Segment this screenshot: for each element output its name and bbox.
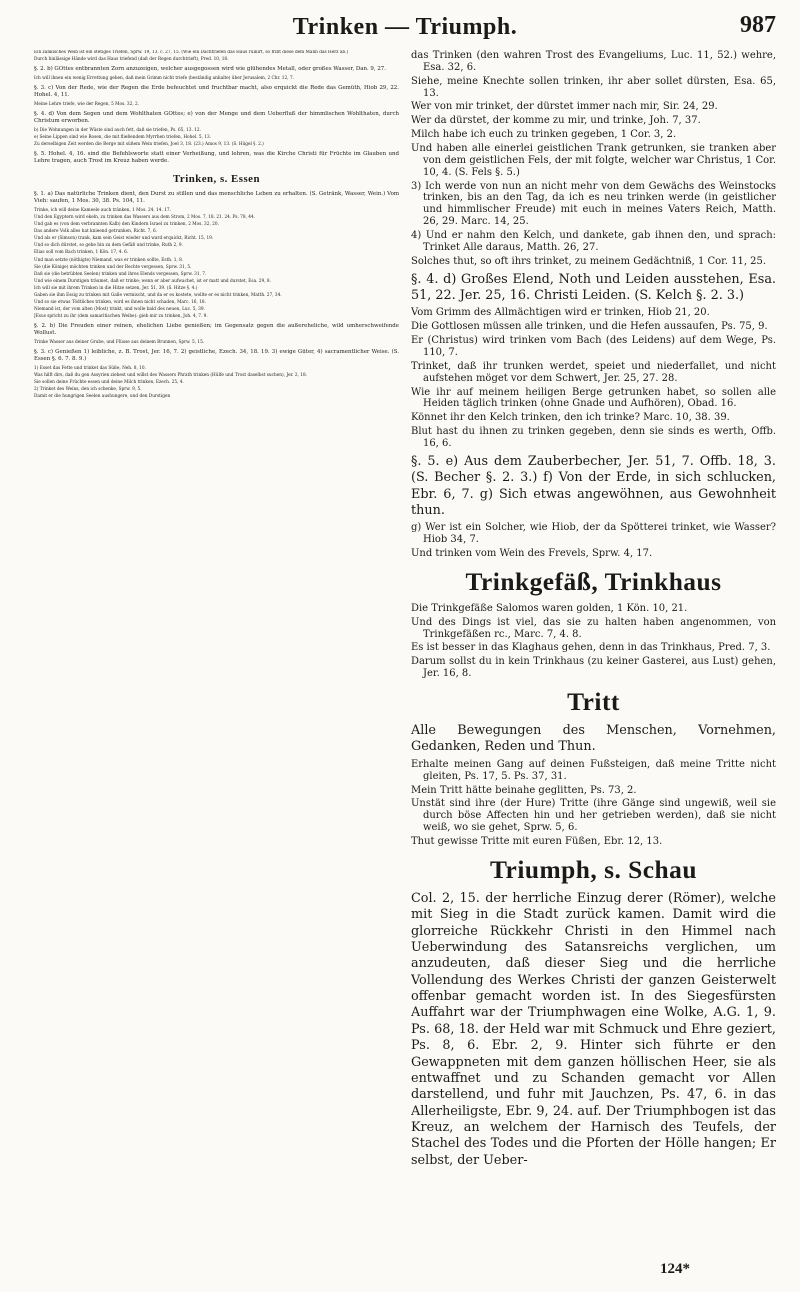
section-paragraph: §. 3. c) Genießen 1) leibliche, z. B. Trost, Jer. 16, 7. 2) geistliche, Ezech. 34, 18. 19. 3) ewige Güter, 4) sacramentlicher Weise. (S. Essen §. 6. 7. 8. 9.)	[34, 348, 399, 362]
paragraph: das Trinken (den wahren Trost des Evangeliums, Luc. 11, 52.) wehre, Esa. 32, 6.	[411, 50, 776, 73]
paragraph: Und man setzte (nöthigte) Niemand, was er trinken sollte, Esth. 1, 8.	[34, 257, 184, 263]
paragraph: Niemand ist, der vom alten (Most) trinkt, und wolle bald des neuen, Luc. 5, 39.	[34, 306, 205, 312]
paragraph: Es ist besser in das Klaghaus gehen, denn in das Trinkhaus, Pred. 7, 3.	[411, 642, 771, 654]
signature-mark: 124*	[660, 1261, 690, 1277]
paragraph: Was hilft dirs, daß du gen Assyrien ziehest und willst des Wassers Phrath trinken (Hülfe und Trost daselbst suchen), Jer. 2, 18.	[34, 372, 308, 378]
paragraph: Solches thut, so oft ihrs trinket, zu meinem Gedächtniß, 1 Cor. 11, 25.	[411, 255, 767, 267]
paragraph: Und so dich dürstet, so gehe hin zu dem Gefäß und trinke, Ruth 2, 9.	[34, 243, 183, 249]
paragraph: Thut gewisse Tritte mit euren Füßen, Ebr. 12, 13.	[411, 835, 663, 847]
paragraph: 2) Trinket des Weins, den ich schenke, Sprw. 9, 5.	[34, 387, 142, 393]
section-paragraph: Alle Bewegungen des Menschen, Vornehmen, Gedanken, Reden und Thun.	[411, 723, 776, 755]
paragraph: Wie ihr auf meinem heiligen Berge getrunken habet, so sollen alle Heiden täglich trinken (ohne Gnade und Aufhören), Obad. 16.	[411, 386, 776, 410]
paragraph: Trinket, daß ihr trunken werdet, speiet und niederfallet, und nicht aufstehen möget vor dem Schwert, Jer. 25, 27. 28.	[411, 360, 776, 384]
paragraph: Daß sie (die betrübten Seelen) trinken und ihres Elends vergessen, Sprw. 31, 7.	[34, 271, 207, 277]
paragraph: Gaben sie ihm Essig zu trinken mit Galle vermischt, und da er es kostete, wollte er es nicht trinken, Matth. 27, 34.	[34, 292, 282, 298]
section-paragraph: §. 2. b) Die Freuden einer reinen, ehelichen Liebe genießen; im Gegensatz gegen die außereheliche, wild umherschweifende Wollust.	[34, 322, 399, 336]
section-paragraph: §. 2. b) GOttes entbrannten Zorn anzuzeigen, welcher ausgegossen wird wie glühendes Metall, oder großes Wasser, Dan. 9, 27.	[34, 66, 386, 73]
paragraph: Und des Dings ist viel, das sie zu halten haben angenommen, von Trinkgefäßen rc., Marc. 7, 4. 8.	[411, 616, 776, 640]
paragraph: Unstät sind ihre (der Hure) Tritte (ihre Gänge sind ungewiß, weil sie durch böse Affecten hin und her getrieben werden), daß sie nicht weiß, wo sie gehet, Sprw. 5, 6.	[411, 798, 776, 834]
paragraph: Und so sie etwas Tödtliches trinken, wird es ihnen nicht schaden, Marc. 16, 18.	[34, 299, 206, 305]
paragraph: Durch hinlässige Hände wird das Haus triefend (daß der Regen durchtrieft), Pred. 10, 18.	[34, 57, 229, 63]
page-header	[34, 0, 776, 50]
paragraph: Sie (die Könige) möchten trinken und der Rechte vergessen, Sprw. 31, 5.	[34, 264, 192, 270]
section-paragraph: Col. 2, 15. der herrliche Einzug derer (Römer), welche mit Sieg in die Stadt zurück kamen. Damit wird die glorreiche Rückkehr Christi in den Himmel nach Ueberwindung des Satansreichs verglichen, um anzudeuten, daß dieser Sieg und die herrliche Vollendung des Werkes Christi der ganzen Geisterwelt offenbar gemacht worden ist. In des Siegesfürsten Auffahrt war der Triumphwagen eine Wolke, A.G. 1, 9. Ps. 68, 18. der Held war mit Schmuck und Ehre geziert, Ps. 8, 6. Ebr. 2, 9. Hinter sich führte er den Gewappneten mit dem ganzen höllischen Heer, sie als entwaffnet und zu Schanden gemacht vor Allen darstellend, und fuhr mit Jauchzen, Ps. 47, 6. in das Allerheiligste, Ebr. 9, 24. auf. Der Triumphbogen ist das Kreuz, an welchem der Harnisch des Teufels, der Stachel des Todes und die Pforten der Hölle hangen; Er selbst, der Ueber-	[411, 890, 776, 1168]
entry-heading-tritt: Tritt	[567, 688, 620, 717]
columns	[34, 50, 776, 1172]
paragraph: Siehe, meine Knechte sollen trinken, ihr aber sollet dürsten, Esa. 65, 13.	[411, 75, 776, 99]
paragraph: Wer da dürstet, der komme zu mir, und trinke, Joh. 7, 37.	[411, 115, 701, 127]
paragraph: JEsus spricht zu ihr (dem samaritischen Weibe): gieb mir zu trinken, Joh. 4, 7. 9.	[34, 313, 208, 319]
paragraph: Und gab es (von dem verbrannten Kalb) den Kindern Israel zu trinken, 2 Mos. 32, 20.	[34, 222, 219, 228]
paragraph: b) Die Wohnungen in der Wüste sind auch fett, daß sie triefen, Ps. 65, 13. 12.	[34, 128, 201, 134]
paragraph: Ein zänkisches Weib ist ein stetiges Triefen, Sprw. 19, 13. c. 27, 15. (Wie ein Dachtriefen das Haus ruinirt, so frißt diese dem Mann das Herz ab.)	[34, 50, 349, 55]
section-paragraph: §. 3. c) Von der Rede, wie der Regen die Erde befeuchtet und fruchtbar macht, also erquickt die Rede das Gemüth, Hiob 29, 22. Hohel. 4, 11.	[34, 85, 399, 99]
paragraph: Und haben alle einerlei geistlichen Trank getrunken, sie tranken aber von dem geistlichen Fels, der mit folgte, welcher war Christus, 1 Cor. 10, 4. (S. Fels §. 5.)	[411, 143, 776, 178]
page-number: 987	[740, 12, 776, 38]
paragraph: 3) Ich werde von nun an nicht mehr von dem Gewächs des Weinstocks trinken, bis an den Tag, da ich es neu trinken werde (in geistlicher und himmlischer Freude) mit euch in meines Vaters Reich, Matth. 26, 29. Marc. 14, 25.	[411, 180, 776, 228]
paragraph: Und den Egyptern wird ekeln, zu trinken das Wassers aus dem Strom, 2 Mos. 7, 18. 21. 24. Ps. 78, 44.	[34, 215, 256, 221]
paragraph: Milch habe ich euch zu trinken gegeben, 1 Cor. 3, 2.	[411, 129, 677, 141]
right-column	[411, 50, 776, 1172]
paragraph: Vom Grimm des Allmächtigen wird er trinken, Hiob 21, 20.	[411, 307, 710, 319]
paragraph: Das andere Volk alles hat knieend getrunken, Richt. 7, 6.	[34, 229, 158, 235]
paragraph: Die Trinkgefäße Salomos waren golden, 1 Kön. 10, 21.	[411, 602, 688, 614]
paragraph: Elias soll vom Bach trinken, 1 Kön. 17, 4. 6.	[34, 250, 129, 256]
left-column	[34, 50, 399, 1172]
paragraph: Damit er die hungrigen Seelen aushungere, und den Durstigen	[34, 394, 171, 400]
paragraph: Sie sollen deine Früchte essen und deine Milch trinken, Ezech. 25, 4.	[34, 380, 184, 386]
paragraph: Mein Tritt hätte beinahe geglitten, Ps. 73, 2.	[411, 784, 637, 796]
paragraph: Zu derselbigen Zeit werden die Berge mit süßem Wein triefen, Joel 3, 18. (23.) Amos 9, 13. (S. Hügel §. 2.)	[34, 142, 264, 148]
paragraph: 1) Esset das Fette und trinket das Süße, Neh. 8, 10.	[34, 365, 146, 371]
paragraph: Und als er (Simson) trank, kam sein Geist wieder und ward erquickt, Richt. 15, 19.	[34, 236, 214, 242]
paragraph: Trinke Wasser aus deiner Grube, und Flüsse aus deinem Brunnen, Sprw. 5, 15.	[34, 339, 205, 345]
paragraph: g) Wer ist ein Solcher, wie Hiob, der da Spötterei trinket, wie Wasser? Hiob 34, 7.	[411, 522, 776, 546]
paragraph: Blut hast du ihnen zu trinken gegeben, denn sie sinds es werth, Offb. 16, 6.	[411, 426, 776, 449]
paragraph: Könnet ihr den Kelch trinken, den ich trinke? Marc. 10, 38. 39.	[411, 412, 730, 424]
paragraph: Trinke, ich will deine Kameele auch tränken, 1 Mos. 24, 14. 17.	[34, 208, 171, 214]
running-title: Trinken — Triumph.	[292, 14, 518, 40]
paragraph: e) Seine Lippen sind wie Rosen, die mit fließendem Myrrhen triefen, Hohel. 5, 13.	[34, 135, 212, 141]
paragraph: Und trinken vom Wein des Frevels, Sprw. 4, 17.	[411, 548, 653, 560]
paragraph: Erhalte meinen Gang auf deinen Fußsteigen, daß meine Tritte nicht gleiten, Ps. 17, 5. Ps. 37, 31.	[411, 758, 776, 782]
paragraph: Die Gottlosen müssen alle trinken, und die Hefen aussaufen, Ps. 75, 9.	[411, 321, 768, 333]
entry-heading-triumph: Triumph, s. Schau	[490, 855, 697, 884]
section-paragraph: §. 4. d) Großes Elend, Noth und Leiden ausstehen, Esa. 51, 22. Jer. 25, 16. Christi Leiden. (S. Kelch §. 2. 3.)	[411, 271, 776, 303]
paragraph: Und wie einem Durstigen träumet, daß er trinke; wenn er aber aufwachet, ist er matt und durstet, Esa. 29, 8.	[34, 278, 271, 284]
section-paragraph: §. 5. Hohel. 4, 16. sind die Befehlsworte statt einer Verheißung, und lehren, was die Kirche Christi für Früchte im Glauben und Lehre tragen, auch Trost im Kreuz haben werde.	[34, 151, 399, 165]
entry-heading-trinken: Trinken, s. Essen	[172, 173, 260, 186]
paragraph: Ich will sie mit ihrem Trinken in die Hitze setzen, Jer. 51, 39. (S. Hitze §. 4.)	[34, 285, 198, 291]
section-paragraph: §. 1. a) Das natürliche Trinken dient, den Durst zu stillen und das menschliche Leben zu erhalten. (S. Getränk, Wasser, Wein.) Vom Vieh: saufen, 1 Mos. 30, 38. Ps. 104, 11.	[34, 191, 399, 205]
paragraph: 4) Und er nahm den Kelch, und dankete, gab ihnen den, und sprach: Trinket Alle daraus, Matth. 26, 27.	[411, 230, 776, 253]
section-paragraph: §. 4. d) Von dem Segen und dem Wohlthaten GOttes; e) von der Menge und dem Ueberfluß der himmlischen Wohlthaten, durch Christum erworben.	[34, 111, 399, 125]
section-paragraph: §. 5. e) Aus dem Zauberbecher, Jer. 51, 7. Offb. 18, 3. (S. Becher §. 2. 3.) f) Von der Erde, in sich schlucken, Ebr. 6, 7. g) Sich etwas angewöhnen, aus Gewohnheit thun.	[411, 453, 776, 518]
paragraph: Meine Lehre triefe, wie der Regen, 5 Mos. 32, 2.	[34, 102, 140, 108]
paragraph: Wer von mir trinket, der dürstet immer nach mir, Sir. 24, 29.	[411, 101, 718, 113]
entry-heading-trinkgefaess: Trinkgefäß, Trinkhaus	[465, 567, 722, 596]
paragraph: Ich will ihnen ein wenig Errettung geben, daß mein Grimm nicht triefe (beständig anhalte) über Jerusalem, 2 Chr. 12, 7.	[34, 76, 294, 82]
paragraph: Darum sollst du in kein Trinkhaus (zu keiner Gasterei, aus Lust) gehen, Jer. 16, 8.	[411, 656, 776, 680]
paragraph: Er (Christus) wird trinken vom Bach (des Leidens) auf dem Wege, Ps. 110, 7.	[411, 335, 776, 358]
